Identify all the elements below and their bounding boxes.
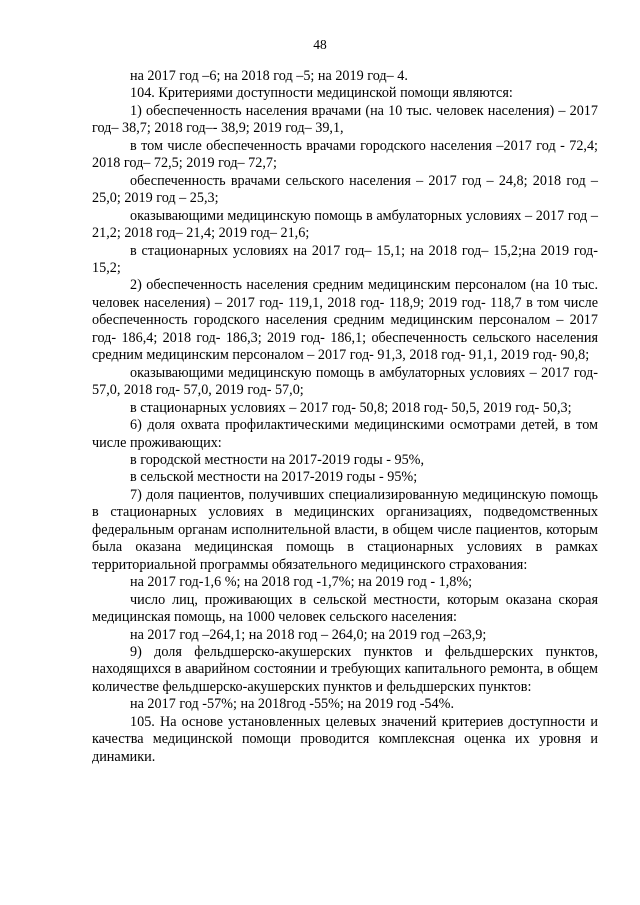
paragraph: оказывающими медицинскую помощь в амбулаторных условиях – 2017 год- 57,0, 2018 год- 57,0, 2019 год- 57,0; — [92, 364, 598, 399]
paragraph: 6) доля охвата профилактическими медицинскими осмотрами детей, в том числе проживающих: — [92, 417, 598, 451]
paragraph: 105. На основе установленных целевых значений критериев доступности и качества медицинской помощи проводится комплексная оценка их уровня и динамики. — [92, 713, 598, 765]
paragraph: оказывающими медицинскую помощь в амбулаторных условиях – 2017 год – 21,2; 2018 год– 21,4; 2019 год– 21,6; — [92, 207, 598, 242]
paragraph: на 2017 год-1,6 %; на 2018 год -1,7%; на 2019 год - 1,8%; — [130, 574, 473, 591]
paragraph: 9) доля фельдшерско-акушерских пунктов и фельдшерских пунктов, находящихся в аварийном состоянии и требующих капитального ремонта, в общем количестве фельдшерско-акушерских пунктов и фельдшерских пунктов: — [92, 643, 598, 695]
paragraph: в том числе обеспеченность врачами городского населения –2017 год - 72,4; 2018 год– 72,5; 2019 год– 72,7; — [92, 137, 598, 172]
paragraph: на 2017 год –264,1; на 2018 год – 264,0; на 2019 год –263,9; — [130, 626, 487, 643]
paragraph: в сельской местности на 2017-2019 годы - 95%; — [130, 469, 418, 486]
page-number: 48 — [313, 37, 327, 52]
paragraph: 1) обеспеченность населения врачами (на 10 тыс. человек населения) – 2017 год– 38,7; 2018 год–- 38,9; 2019 год– 39,1, — [92, 102, 598, 137]
paragraph: на 2017 год –6; на 2018 год –5; на 2019 год– 4. — [130, 68, 408, 84]
paragraph: на 2017 год -57%; на 2018год -55%; на 2019 год -54%. — [130, 696, 454, 713]
paragraph: в стационарных условиях – 2017 год- 50,8; 2018 год- 50,5, 2019 год- 50,3; — [130, 399, 572, 416]
paragraph: 2) обеспеченность населения средним медицинским персоналом (на 10 тыс. человек населения) – 2017 год- 119,1, 2018 год- 118,9; 2019 год- 118,7 в том числе обеспеченность городского населения средним медицинским персоналом – 2017 год- 186,4; 2018 год- 186,3; 2019 год- 186,1; обеспеченность сельского населения средним медицинским персоналом – 2017 год- 91,3, 2018 год- 91,1, 2019 год- 90,8; — [92, 277, 598, 364]
paragraph: число лиц, проживающих в сельской местности, которым оказана скорая медицинская помощь, на 1000 человек сельского населения: — [92, 591, 598, 626]
paragraph: в стационарных условиях на 2017 год– 15,1; на 2018 год– 15,2;на 2019 год- 15,2; — [92, 242, 598, 276]
paragraph: 104. Критериями доступности медицинской помощи являются: — [130, 85, 513, 102]
paragraph: обеспеченность врачами сельского населения – 2017 год – 24,8; 2018 год – 25,0; 2019 год – 25,3; — [92, 172, 598, 207]
document-body — [92, 68, 598, 766]
paragraph: 7) доля пациентов, получивших специализированную медицинскую помощь в стационарных условиях в медицинских организациях, подведомственных федеральным органам исполнительной власти, в общем числе пациентов, которым была оказана медицинская помощь в стационарных условиях в рамках территориальной программы обязательного медицинского страхования: — [92, 486, 598, 573]
paragraph: в городской местности на 2017-2019 годы - 95%, — [130, 451, 425, 468]
